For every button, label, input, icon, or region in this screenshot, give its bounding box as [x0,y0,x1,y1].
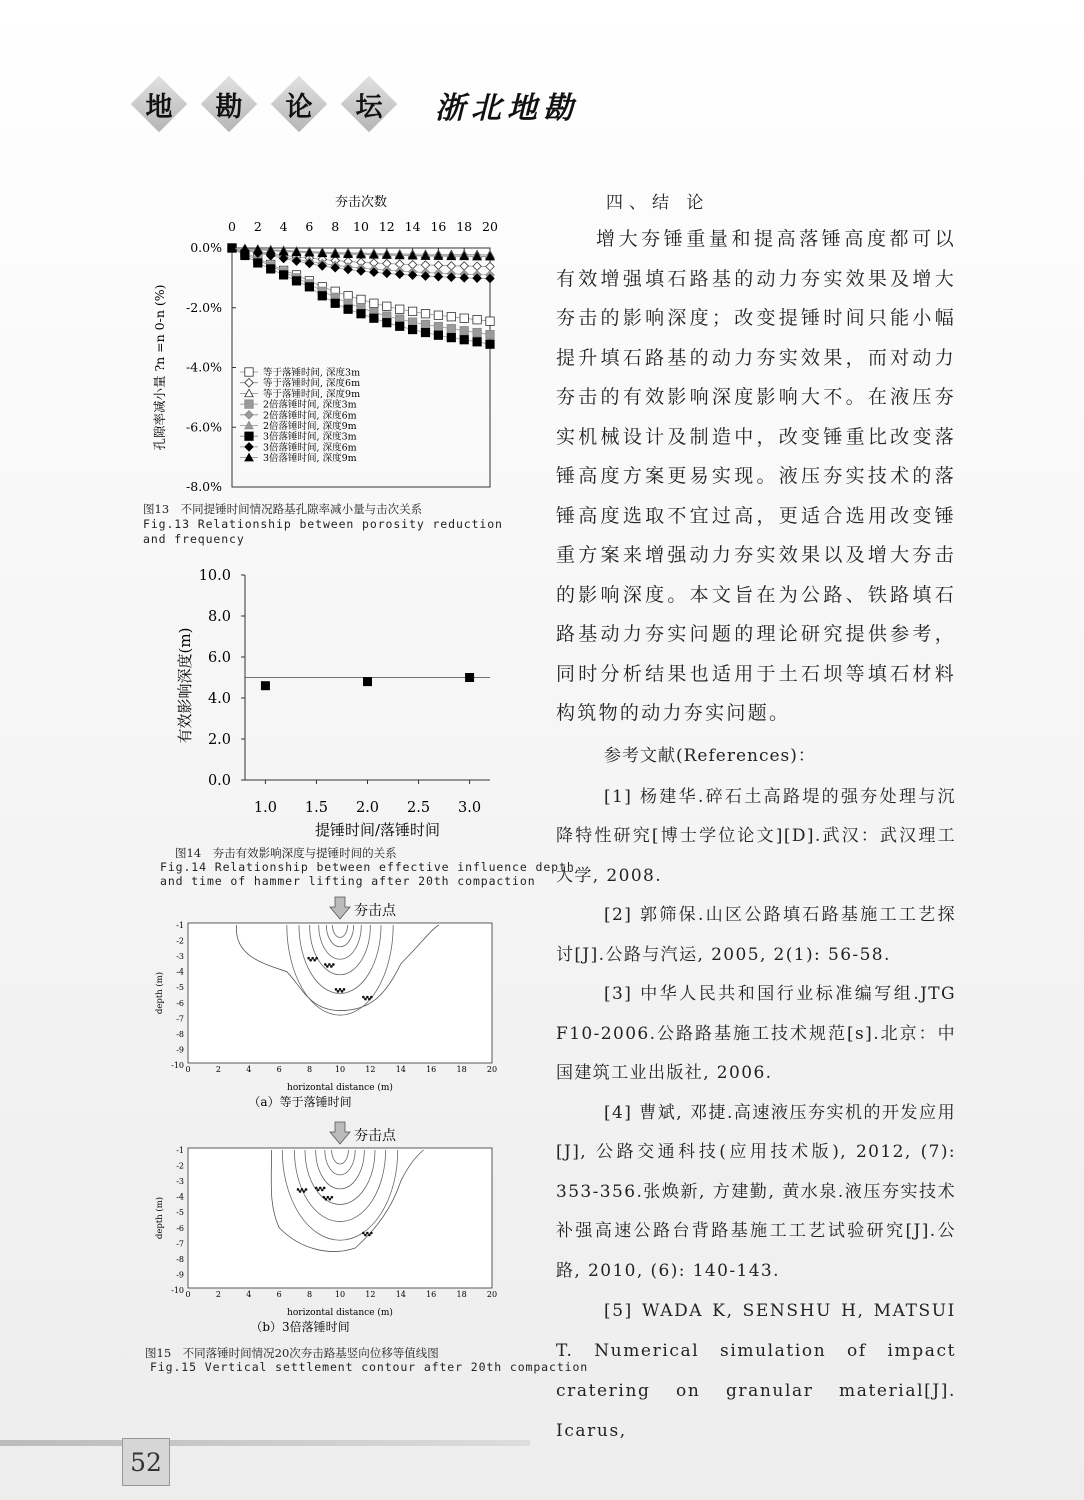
header-char-4: 坛 [340,75,398,133]
contour-value-label [297,1188,300,1191]
x-tick-label: 16 [426,1065,437,1074]
fig15a-contour [150,895,510,1115]
contour-value-label [311,957,314,960]
y-tick-label: -6.0% [186,419,222,435]
y-tick-label: -8.0% [186,479,222,494]
contour-value-label [309,959,312,962]
y-tick-label: 2.0 [207,732,231,748]
data-point [465,673,474,682]
data-point [254,259,262,267]
contour-value-label [299,1190,302,1193]
legend-label: 2倍落锤时间, 深度3m [263,399,357,411]
y-tick-label: -10 [171,1061,184,1070]
x-tick-label: 12 [365,1065,376,1074]
x-tick-label: 4 [246,1290,252,1299]
contour-value-label [362,1232,365,1235]
contour-value-label [326,965,329,968]
x-tick-label: 20 [482,219,498,234]
page-number: 52 [122,1438,170,1486]
data-point [292,277,300,285]
fig15-caption-cn: 图15 不同落锤时间情况20次夯击路基竖向位移等值线图 [145,1346,439,1360]
data-point [370,299,378,307]
data-point [473,328,481,336]
data-point [447,324,455,332]
data-point [460,336,468,344]
y-axis-label: 有效影响深度(m) [176,627,194,744]
fig14-caption-en-2: and time of hammer lifting after 20th compaction [160,874,536,888]
y-tick-label: -9 [176,1270,184,1280]
data-point [261,681,270,690]
fig15b-contour [150,1120,510,1345]
contour-value-label [303,1190,306,1193]
x-tick-label: 0 [185,1065,191,1074]
contour-value-label [343,988,346,991]
y-tick-label: -5 [176,983,184,993]
contour-value-label [325,1198,328,1201]
contour-value-label [327,1196,330,1199]
data-point [434,331,442,339]
legend-label: 3倍落锤时间, 深度6m [263,442,357,454]
contour-value-label [339,988,342,991]
legend-label: 等于落锤时间, 深度3m [263,367,361,379]
y-tick-label: -1 [176,1146,184,1155]
x-tick-label: 12 [365,1290,376,1299]
data-point [486,317,494,325]
data-point [473,316,481,324]
legend-marker [245,379,253,387]
reference-item: [1] 杨建华.碎石土高路堤的强夯处理与沉降特性研究[博士学位论文][D].武汉：武汉理工大学, 2008. [556,786,956,886]
fig13-caption-en-2: and frequency [143,532,245,546]
x-tick-label: 8 [307,1290,313,1299]
plot-frame [188,923,492,1063]
figure-13 [150,188,510,498]
legend-label: 等于落锤时间, 深度9m [263,388,361,400]
data-point [267,265,275,273]
data-point [408,325,416,333]
y-tick-label: 0.0 [207,773,231,789]
data-point [357,295,365,303]
legend-marker [245,389,253,397]
x-tick-label: 2.0 [355,800,380,816]
contour-value-label [315,1187,318,1190]
reference-item: [2] 郭筛保.山区公路填石路基施工工艺探讨[J].公路与汽运, 2005, 2(1): 56-58. [556,905,956,965]
x-tick-label: 2 [215,1290,221,1299]
fig14-caption-cn: 图14 夯击有效影响深度与提锤时间的关系 [175,846,397,860]
y-tick-label: -6 [176,998,184,1008]
data-point [447,262,455,270]
down-arrow-icon [330,1122,350,1144]
right-column [556,186,956,1451]
contour-value-label [364,998,367,1001]
contour-value-label [328,963,331,966]
footer-rule [0,1440,530,1446]
y-tick-label: -2 [176,1161,184,1171]
contour-value-label [307,957,310,960]
legend-marker [245,453,253,461]
contour-value-label [335,988,338,991]
legend-label: 3倍落锤时间, 深度9m [263,453,357,465]
figure-15a [150,895,510,1115]
figure-15b [150,1120,510,1345]
contour-value-label [301,1188,304,1191]
data-point [396,322,404,330]
x-tick-label: 0 [228,219,236,234]
legend-marker [245,411,253,419]
x-tick-label: 20 [486,1065,498,1074]
y-tick-label: -3 [176,952,184,962]
x-axis-label: horizontal distance (m) [287,1308,393,1318]
x-tick-label: 2 [253,219,262,234]
data-point [421,310,429,318]
contour-value-label [324,963,327,966]
data-point [460,327,468,335]
data-point [486,340,494,348]
data-point [370,314,378,322]
y-tick-label: 6.0 [207,650,231,666]
data-point [344,305,352,313]
data-point [460,314,468,322]
contour-value-label [364,1234,367,1237]
x-tick-label: 2 [215,1065,221,1074]
x-tick-label: 0 [185,1290,191,1299]
y-tick-label: -7 [176,1014,184,1024]
data-point [305,283,313,291]
x-tick-label: 8 [331,219,340,234]
reference-item: [3] 中华人民共和国行业标准编写组.JTG F10-2006.公路路基施工技术规范[s].北京：中国建筑工业出版社, 2006. [556,984,956,1083]
y-tick-label: -2.0% [186,299,222,315]
contour-value-label [329,1198,332,1201]
x-tick-label: 6 [276,1065,282,1074]
data-point [473,262,481,270]
down-arrow-icon [330,897,350,919]
data-point [486,262,494,270]
y-tick-label: -2 [176,936,184,946]
legend-marker [245,421,253,429]
contour-value-label [331,1196,334,1199]
y-axis-label: depth (m) [155,971,165,1015]
contour-value-label [321,1189,324,1192]
y-tick-label: -8 [176,1254,184,1264]
y-tick-label: -4.0% [186,359,222,375]
data-point [434,261,442,269]
data-point [460,262,468,270]
journal-header [130,75,650,135]
contour-value-label [366,1232,369,1235]
legend-marker [245,368,253,376]
contour-value-label [313,959,316,962]
contour-value-label [368,1234,371,1237]
header-char-3: 论 [270,75,328,133]
contour-value-label [366,996,369,999]
legend-label: 3倍落锤时间, 深度3m [263,431,357,443]
contour-value-label [368,998,371,1001]
impact-point-label: 夯击点 [354,903,396,919]
y-axis-label: 孔隙率减小量 ?n =n 0-n (%) [152,284,167,451]
x-tick-label: 10 [334,1065,346,1074]
data-point [421,328,429,336]
figure-14 [160,560,500,845]
legend-marker [245,432,253,440]
x-tick-label: 1.5 [304,800,328,816]
x-tick-label: 14 [395,1290,406,1299]
header-char-1: 地 [130,75,188,133]
x-tick-label: 18 [456,1290,467,1299]
fig14-chart [160,560,500,845]
x-tick-label: 6 [305,219,314,234]
x-tick-label: 14 [395,1065,406,1074]
x-tick-label: 1.0 [253,800,277,816]
legend-label: 等于落锤时间, 深度6m [263,378,361,390]
fig13-caption-en-1: Fig.13 Relationship between porosity reduction [143,517,503,531]
x-tick-label: 16 [430,219,447,234]
data-point [447,333,455,341]
legend-marker [245,443,253,451]
y-tick-label: -4 [176,967,184,977]
data-point [434,322,442,330]
contour-value-label [370,1232,373,1235]
y-tick-label: -9 [176,1045,184,1055]
data-point [421,320,429,328]
contour-value-label [319,1187,322,1190]
x-tick-label: 4 [246,1065,252,1074]
legend-label: 2倍落锤时间, 深度9m [263,421,357,432]
x-axis-label: 提锤时间/落锤时间 [314,821,441,839]
references-heading: 参考文献(References)： [604,745,816,766]
legend-marker [245,400,253,408]
x-tick-label: 8 [307,1065,313,1074]
y-tick-label: 4.0 [207,691,231,707]
x-tick-label: 12 [378,219,395,234]
contour-value-label [362,996,365,999]
x-tick-label: 16 [426,1290,437,1299]
fig13-chart [150,188,510,498]
contour-value-label [317,1189,320,1192]
x-tick-label: 10 [353,219,369,234]
contour-value-label [337,990,340,993]
y-tick-label: -7 [176,1239,184,1249]
data-point [383,318,391,326]
y-tick-label: -1 [176,921,184,930]
x-axis-title: 夯击次数 [334,195,388,210]
y-tick-label: 10.0 [198,568,231,584]
data-point [486,330,494,338]
fig13-caption-cn: 图13 不同提锤时间情况路基孔隙率减小量与击次关系 [143,502,423,516]
section-heading: 四、结 论 [606,193,710,213]
contour-value-label [305,1188,308,1191]
x-axis-label: horizontal distance (m) [287,1083,393,1093]
fig15-caption-en: Fig.15 Vertical settlement contour after 20th compaction [150,1360,589,1374]
impact-point-label: 夯击点 [354,1128,396,1144]
contour-value-label [323,1187,326,1190]
header-char-2: 勘 [200,75,258,133]
x-tick-label: 18 [456,1065,467,1074]
y-axis-label: depth (m) [155,1196,165,1240]
x-tick-label: 3.0 [458,800,482,816]
plot-frame [188,1148,492,1288]
contour-value-label [323,1196,326,1199]
contour-value-label [332,963,335,966]
y-tick-label: 8.0 [207,609,231,625]
x-tick-label: 18 [456,219,473,234]
data-point [447,313,455,321]
y-tick-label: -6 [176,1223,184,1233]
data-point [408,307,416,315]
data-point [318,292,326,300]
data-point [279,271,287,279]
contour-value-label [330,965,333,968]
contour-value-label [315,957,318,960]
contour-value-label [370,996,373,999]
reference-item: [4] 曹斌, 邓捷.高速液压夯实机的开发应用[J], 公路交通科技(应用技术版), 2012, (7): 353-356.张焕新, 方建勤, 黄水泉.液压夯实技术补强高速公路台背路基施工工艺试验研究[J].公路, 2010, (6): 140-143. [556,1102,956,1281]
x-tick-label: 4 [279,219,288,234]
x-tick-label: 20 [486,1290,498,1299]
x-tick-label: 10 [334,1290,346,1299]
x-tick-label: 14 [404,219,421,234]
data-point [357,310,365,318]
data-point [473,338,481,346]
legend-label: 2倍落锤时间, 深度6m [263,410,357,422]
y-tick-label: -5 [176,1208,184,1218]
data-point [363,677,372,686]
x-tick-label: 6 [276,1290,282,1299]
data-point [383,302,391,310]
conclusion-paragraph: 增大夯锤重量和提高落锤高度都可以有效增强填石路基的动力夯实效果及增大夯击的影响深度；改变提锤时间只能小幅提升填石路基的动力夯实效果，而对动力夯击的有效影响深度影响大不。在液压夯实机械设计及制造中，改变锤重比改变落锤高度方案更易实现。液压夯实技术的落锤高度选取不宜过高，更适合选用改变锤重方案来增强动力夯实效果以及增大夯击的影响深度。本文旨在为公路、铁路填石路基动力夯实问题的理论研究提供参考，同时分析结果也适用于土石坝等填石材料构筑物的动力夯实问题。 [556,228,956,724]
journal-brand: 浙北地勘 [435,91,579,126]
data-point [396,305,404,313]
y-tick-label: -8 [176,1029,184,1039]
data-point [434,311,442,319]
y-tick-label: -10 [171,1286,184,1295]
subfigure-label: （b）3倍落锤时间 [250,1320,350,1334]
y-tick-label: -3 [176,1177,184,1187]
x-tick-label: 2.5 [407,800,431,816]
subfigure-label: （a）等于落锤时间 [248,1095,352,1109]
fig14-caption-en-1: Fig.14 Relationship between effective influence depth [160,860,575,874]
y-tick-label: -4 [176,1192,184,1202]
data-point [331,299,339,307]
reference-item: [5] WADA K, SENSHU H, MATSUI T. Numerical simulation of impact cratering on granular material[J]. Icarus, [556,1301,956,1441]
y-tick-label: 0.0% [190,240,222,255]
contour-value-label [341,990,344,993]
